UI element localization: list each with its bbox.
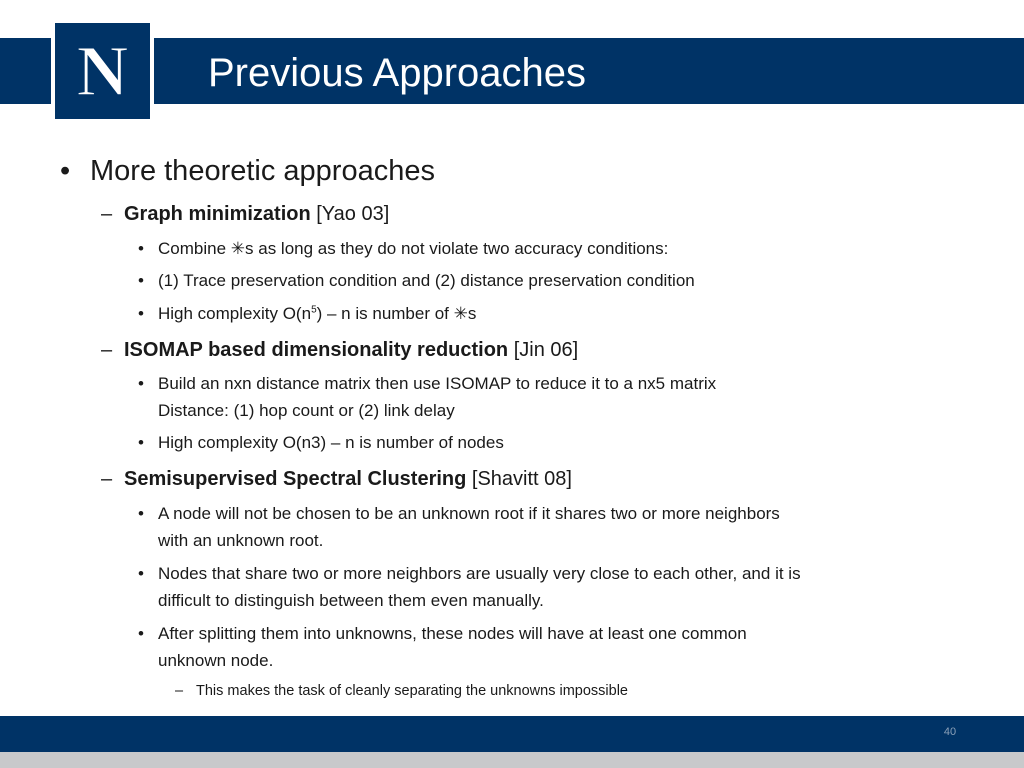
- graph-minimization-title: Graph minimization: [124, 203, 311, 225]
- bullet-marker: •: [138, 304, 144, 323]
- bullet-marker: •: [138, 504, 144, 523]
- graph-minimization-heading: [124, 201, 389, 227]
- graph-minimization-citation: [Yao 03]: [310, 203, 390, 225]
- spectral-item2-line1: Nodes that share two or more neighbors are usually very close to each other, and it is: [158, 564, 801, 583]
- dash-marker: –: [175, 683, 184, 699]
- footer-strip: [0, 752, 1024, 768]
- logo-background: [55, 23, 150, 119]
- page-number: 40: [943, 726, 957, 738]
- spectral-item3-line2: unknown node.: [158, 651, 274, 670]
- logo-letter: N: [76, 31, 129, 111]
- isomap-title: ISOMAP based dimensionality reduction: [124, 339, 509, 361]
- asterisk-star-icon: ✳: [453, 304, 468, 324]
- isomap-citation: [Jin 06]: [508, 339, 579, 361]
- bullet-marker: •: [138, 564, 144, 583]
- university-logo: [51, 19, 154, 123]
- graph-item-combine: Combine ✳s as long as they do not violate two accuracy conditions:: [158, 239, 669, 259]
- dash-marker: –: [101, 203, 113, 225]
- graph-item-conditions: (1) Trace preservation condition and (2) distance preservation condition: [158, 271, 695, 290]
- spectral-item1-line1: A node will not be chosen to be an unknown root if it shares two or more neighbors: [158, 504, 780, 523]
- bullet-marker: •: [60, 155, 71, 187]
- n-logo-icon: [55, 23, 150, 119]
- dash-marker: –: [101, 468, 113, 490]
- slide-title: Previous Approaches: [208, 51, 587, 95]
- spectral-subitem: This makes the task of cleanly separating the unknowns impossible: [196, 683, 628, 699]
- bullet-marker: •: [138, 624, 144, 643]
- isomap-item-line1: Build an nxn distance matrix then use ISOMAP to reduce it to a nx5 matrix: [158, 374, 717, 393]
- bullet-marker: •: [138, 239, 144, 258]
- spectral-citation: [Shavitt 08]: [466, 468, 572, 490]
- spectral-heading: [124, 466, 572, 492]
- graph-item-complexity: High complexity $O(n^5)$ – n is number of ✳s: [158, 304, 477, 324]
- spectral-item2-line2: difficult to distinguish between them even manually.: [158, 591, 544, 610]
- isomap-item-line2: Distance: (1) hop count or (2) link delay: [158, 401, 455, 420]
- bullet-marker: •: [138, 374, 144, 393]
- dash-marker: –: [101, 339, 113, 361]
- asterisk-star-icon: ✳: [230, 239, 246, 259]
- footer-bar: [0, 716, 1024, 752]
- isomap-item-complexity: High complexity O(n3) – n is number of nodes: [158, 433, 504, 452]
- level1-text: More theoretic approaches: [90, 155, 435, 187]
- spectral-item3-line1: After splitting them into unknowns, these nodes will have at least one common: [158, 624, 747, 643]
- isomap-heading: [124, 337, 578, 363]
- spectral-title: Semisupervised Spectral Clustering: [124, 468, 467, 490]
- spectral-item1-line2: with an unknown root.: [158, 531, 324, 550]
- bullet-marker: •: [138, 433, 144, 452]
- bullet-marker: •: [138, 271, 144, 290]
